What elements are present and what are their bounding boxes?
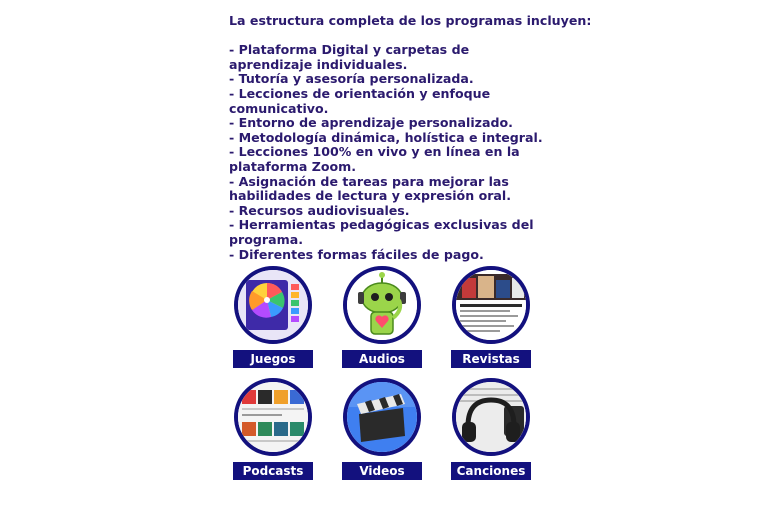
feature-item: - Diferentes formas fáciles de pago. (229, 246, 484, 262)
intro-heading: La estructura completa de los programas incluyen: (229, 13, 592, 28)
tile-label: Revistas (451, 350, 531, 368)
tile-podcasts[interactable] (233, 378, 313, 478)
headphones-icon (452, 378, 530, 456)
magazine-page-icon (452, 266, 530, 344)
tile-canciones[interactable] (451, 378, 531, 478)
feature-item: - Herramientas pedagógicas exclusivas del programa. (229, 217, 534, 247)
feature-item: - Asignación de tareas para mejorar las habilidades de lectura y expresión oral. (229, 173, 512, 204)
robot-headphones-icon (343, 266, 421, 344)
clapperboard-icon (343, 378, 421, 456)
feature-list (229, 43, 549, 262)
tile-audios[interactable] (342, 266, 422, 366)
tile-juegos[interactable] (233, 266, 313, 366)
tile-revistas[interactable] (451, 266, 531, 366)
tile-label: Videos (342, 462, 422, 480)
tile-label: Audios (342, 350, 422, 368)
tile-label: Podcasts (233, 462, 313, 480)
feature-item: - Recursos audiovisuales. (229, 202, 410, 218)
feature-item: - Lecciones 100% en vivo y en línea en la plataforma Zoom. (229, 144, 520, 174)
feature-item: - Metodología dinámica, holística e integral. (229, 129, 543, 145)
feature-item: - Entorno de aprendizaje personalizado. (229, 115, 513, 131)
feature-item: - Plataforma Digital y carpetas de aprendizaje individuales. (229, 42, 470, 72)
tile-label: Canciones (451, 462, 531, 480)
feature-item: - Tutoría y asesoría personalizada. (229, 71, 474, 87)
features-text (229, 13, 592, 262)
tile-videos[interactable] (342, 378, 422, 478)
podcast-app-icon (234, 378, 312, 456)
feature-item: - Lecciones de orientación y enfoque comunicativo. (229, 85, 491, 116)
game-wheel-icon (234, 266, 312, 344)
tile-label: Juegos (233, 350, 313, 368)
